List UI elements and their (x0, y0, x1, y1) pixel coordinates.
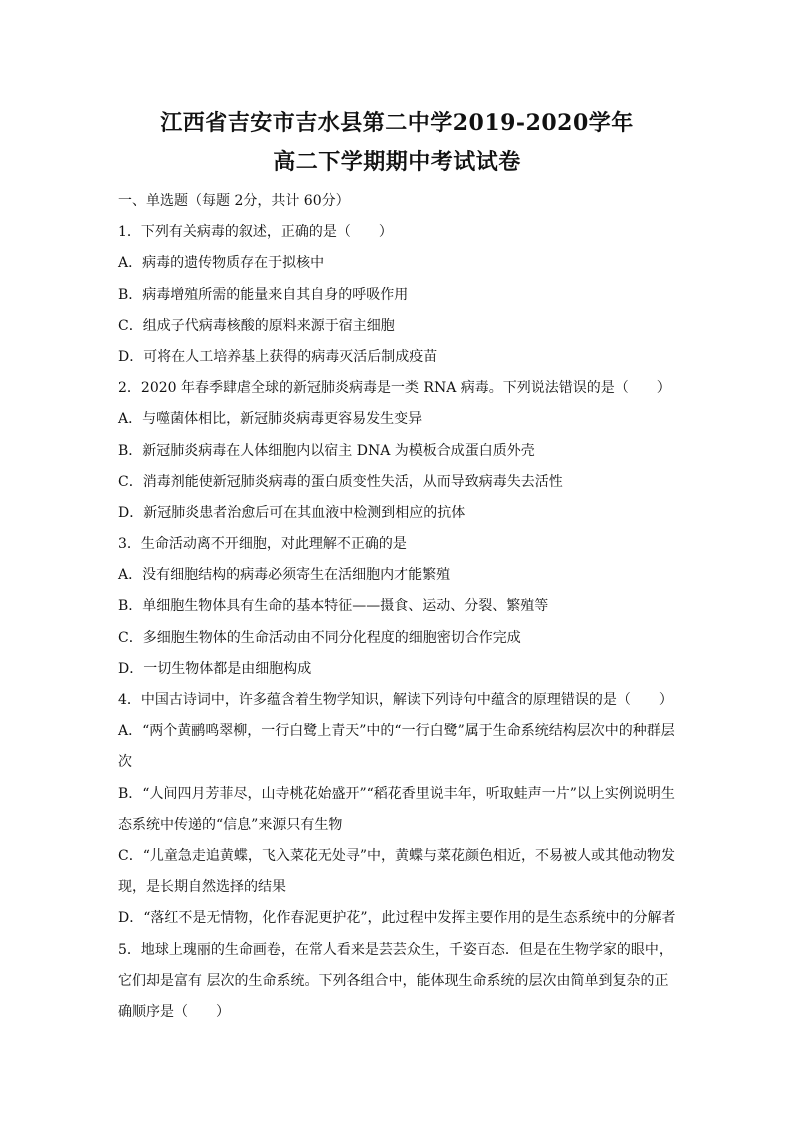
text-line: 2．2020 年春季肆虐全球的新冠肺炎病毒是一类 RNA 病毒。下列说法错误的是（ ） (118, 380, 671, 397)
text-line: 4．中国古诗词中，许多蕴含着生物学知识，解读下列诗句中蕴含的原理错误的是（ ） (118, 692, 673, 708)
text-line: C．消毒剂能使新冠肺炎病毒的蛋白质变性失活，从而导致病毒失去活性 (118, 473, 563, 490)
exam-title: 江西省吉安市吉水县第二中学2019-2020学年 (160, 110, 634, 136)
text-line: B．“人间四月芳菲尽，山寺桃花始盛开”“稻花香里说丰年，听取蛙声一片”以上实例说明生 (118, 785, 675, 802)
text-line: A．“两个黄鹂鸣翠柳，一行白鹭上青天”中的“一行白鹭”属于生命系统结构层次中的种群层 (118, 723, 675, 740)
text-line: A．没有细胞结构的病毒必须寄生在活细胞内才能繁殖 (118, 567, 451, 584)
text-line: D．新冠肺炎患者治愈后可在其血液中检测到相应的抗体 (118, 504, 466, 521)
text-line: A．病毒的遗传物质存在于拟核中 (118, 255, 325, 272)
text-line: 次 (118, 754, 132, 771)
text-line: 1．下列有关病毒的叙述，正确的是（ ） (118, 224, 393, 241)
text-line: D．可将在人工培养基上获得的病毒灭活后制成疫苗 (118, 348, 438, 365)
text-line: 5．地球上瑰丽的生命画卷，在常人看来是芸芸众生，千姿百态．但是在生物学家的眼中， (118, 941, 673, 958)
text-line: 一、单选题（每题 2分，共计 60分） (118, 193, 350, 209)
question-body (118, 186, 688, 1028)
text-line: A．与噬菌体相比，新冠肺炎病毒更容易发生变异 (118, 411, 423, 428)
text-line: 它们却是富有 层次的生命系统。下列各组合中，能体现生命系统的层次由简单到复杂的正 (118, 972, 669, 989)
text-line: 现，是长期自然选择的结果 (118, 879, 286, 896)
exam-subtitle: 高二下学期期中考试试卷 (273, 149, 521, 175)
text-line: B．新冠肺炎病毒在人体细胞内以宿主 DNA 为模板合成蛋白质外壳 (118, 442, 535, 459)
text-line: D．一切生物体都是由细胞构成 (118, 660, 312, 677)
text-line: B．单细胞生物体具有生命的基本特征——摄食、运动、分裂、繁殖等 (118, 598, 549, 615)
text-line: C．多细胞生物体的生命活动由不同分化程度的细胞密切合作完成 (118, 629, 521, 646)
text-line: 3．生命活动离不开细胞，对此理解不正确的是 (118, 536, 407, 553)
text-line: C．“儿童急走追黄蝶，飞入菜花无处寻”中，黄蝶与菜花颜色相近，不易被人或其他动物发 (118, 847, 676, 864)
text-line: C．组成子代病毒核酸的原料来源于宿主细胞 (118, 317, 395, 334)
text-line: 态系统中传递的“信息”来源只有生物 (118, 816, 343, 833)
text-line: B．病毒增殖所需的能量来自其自身的呼吸作用 (118, 286, 409, 303)
text-line: 确顺序是（ ） (118, 1003, 230, 1020)
text-line: D．“落红不是无情物，化作春泥更护花”，此过程中发挥主要作用的是生态系统中的分解者 (118, 910, 676, 927)
